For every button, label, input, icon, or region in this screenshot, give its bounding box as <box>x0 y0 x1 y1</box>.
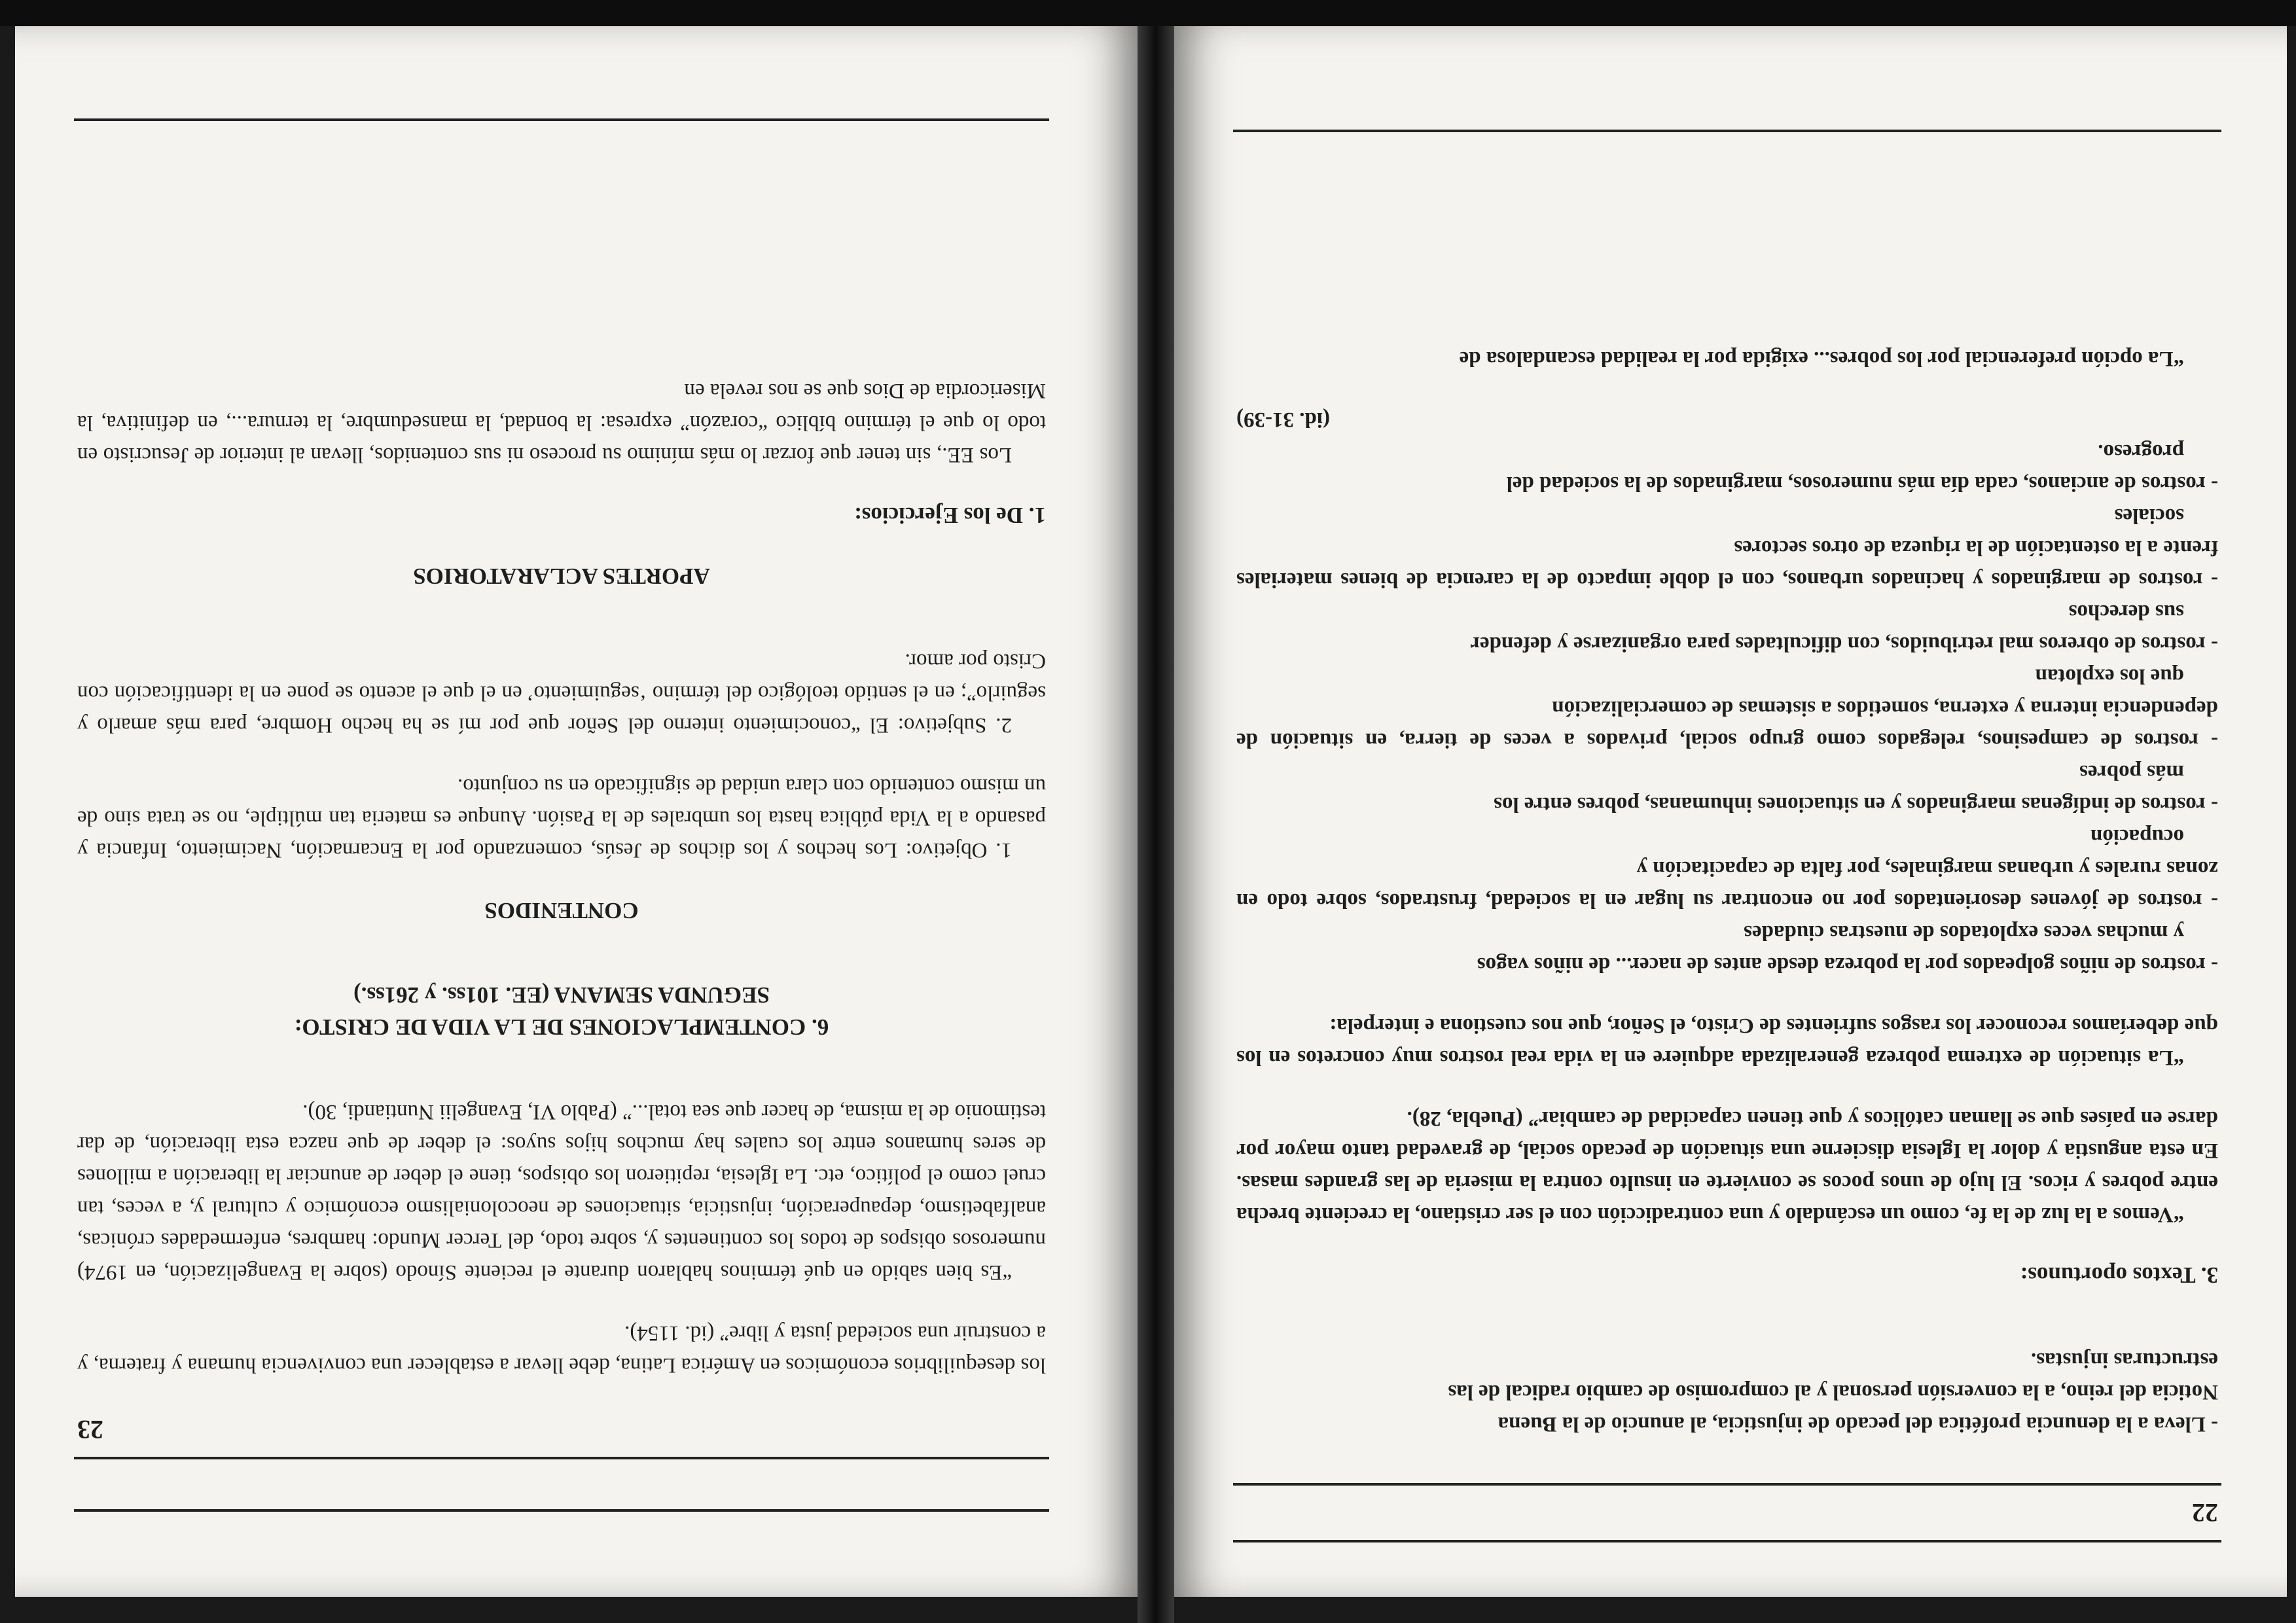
header-rule <box>1233 1483 2221 1486</box>
bullet-5: - rostros de obreros mal retribuidos, con dificultades para organizarse y defender <box>1470 632 2218 656</box>
bullet-6-cont: sociales <box>2114 504 2184 527</box>
bullet-2: - rostros de jóvenes desorientados por no encontrar su lugar en la sociedad, frustrados, sobre todo en zonas rurales y urbanas marginales, por falta de capacitación y <box>1236 857 2218 912</box>
page-23-text <box>77 374 1046 1381</box>
bullet-2-cont: ocupación <box>2090 825 2184 848</box>
block1-line1: - Lleva a la denuncia profética del pecado de injusticia, al anuncio de la Buena <box>1498 1412 2218 1436</box>
bullet-6: - rostros de marginados y hacinados urbanos, con el doble impacto de la carencia de bienes materiales frente a la ostentación de la riqueza de otros sectores <box>1236 536 2218 592</box>
page-22 <box>1174 26 2287 1597</box>
block1-line2: Noticia del reino, a la conversión personal y al compromiso de cambio radical de las <box>1448 1380 2218 1404</box>
para-2: “Es bien sabido en qué términos hablaron durante el reciente Sínodo (sobre la Evangelización, en 1974) numerosos obispos de todos los continentes y, sobre todo, del Tercer Mundo: hambres, enfermedades crónicas, analfabetismo, depauperación, injusticia, situaciones de neocolonialismo económico y cultural y, a veces, tan cruel como el político, etc. La Iglesia, repitieron los obispos, tiene el deber de anunciar la liberación a millones de seres humanos entre los cuales hay muchos hijos suyos: el deber de que nazca esta liberación, de dar testimonio de la misma, de hacer que sea total...” (Pablo VI, Evangelii Nuntiandi, 30). <box>77 1100 1046 1284</box>
bullet-3: - rostros de indígenas marginados y en situaciones inhumanas, pobres entre los <box>1494 793 2218 816</box>
citation: (id. 31-39) <box>1236 408 1330 431</box>
bullet-1-cont: y muchas veces explotados de nuestras ciudades <box>1744 921 2184 944</box>
contenidos-heading: CONTENIDOS <box>484 898 639 923</box>
quote-2-intro: “La situación de extrema pobreza generalizada adquiere en la vida real rostros muy concretos en los que deberíamos reconocer los rasgos sufrientes de Cristo, el Señor, que nos cuestiona e interpela: <box>1236 1014 2218 1069</box>
bullet-1: - rostros de niños golpeados por la pobreza desde antes de nacer... de niños vagos <box>1477 953 2218 976</box>
page-number: 22 <box>2192 1498 2218 1527</box>
book-gutter <box>1138 0 1174 1623</box>
page-22-text <box>1236 342 2218 1440</box>
bullet-7-cont: progreso. <box>2098 440 2184 463</box>
bullet-4: - rostros de campesinos, relegados como grupo social, privados a veces de tierra, en situación de dependencia interna y externa, sometidos a sistemas de comercialización <box>1236 696 2218 752</box>
para-1: los desequilibrios económicos en América Latina, debe llevar a establecer una convivencia humana y fraterna, y a construir una sociedad justa y libre” (id. 1154). <box>77 1321 1046 1377</box>
objetivo-paragraph: 1. Objetivo: Los hechos y los dichos de Jesús, comenzando por la Encarnación, Nacimiento, Infancia y pasando a la Vida pública hasta los umbrales de la Pasión. Aunque es materia tan múltiple, no se trata sino de un mismo contenido con clara unidad de significado en su conjunto. <box>77 774 1046 862</box>
block1-line3: estructuras injustas. <box>2031 1348 2218 1372</box>
scan-edge <box>0 0 2296 26</box>
subjetivo-paragraph: 2. Subjetivo: El “conocimiento interno del Señor que por mí se ha hecho Hombre, para más amarlo y seguirlo”; en el sentido teológico del término ‘seguimiento’ en el que el acento se pone en la identificación con Cristo por amor. <box>77 649 1046 737</box>
bottom-rule <box>74 118 1049 121</box>
quote-1: “Vemos a la luz de la fe, como un escándalo y una contradicción con el ser cristiano, la creciente brecha entre pobres y ricos. El lujo de unos pocos se convierte en insulto contra la miseria de las grandes masas. En esta angustia y dolor la Iglesia discierne una situación de pecado social, de gravedad tanto mayor por darse en países que se llaman católicos y que tienen capacidad de cambiar” (Puebla, 28). <box>1236 1107 2218 1226</box>
header-rule <box>74 1457 1049 1459</box>
quote-3: “La opción preferencial por los pobres... exigida por la realidad escandalosa de <box>1459 347 2184 370</box>
bullet-7: - rostros de ancianos, cada día más numerosos, marginados de la sociedad del <box>1506 472 2218 495</box>
bullet-5-cont: sus derechos <box>2068 600 2184 624</box>
section-title-line-2: SEGUNDA SEMANA (EE. 101ss. y 261ss.) <box>353 982 770 1008</box>
ejercicios-subheading: 1. De los Ejercicios: <box>854 503 1046 528</box>
page-23 <box>15 26 1138 1597</box>
section-title-line-1: 6. CONTEMPLACIONES DE LA VIDA DE CRISTO: <box>294 1014 829 1040</box>
bullet-3-cont: más pobres <box>2079 760 2184 784</box>
final-paragraph: Los EE., sin tener que forzar lo más mínimo su proceso ni sus contenidos, llevan al interior de Jesucristo en todo lo que el término bíblico “corazón” expresa: la bondad, la mansedumbre, la ternura..., en definitiva, la Misericordia de Dios que se nos revela en <box>77 379 1046 467</box>
section-heading: 3. Textos oportunos: <box>2020 1262 2218 1288</box>
bottom-rule <box>1233 130 2221 132</box>
top-rule <box>1233 1540 2221 1543</box>
page-number: 23 <box>77 1415 103 1444</box>
bullet-4-cont: que los explotan <box>2035 664 2184 688</box>
top-rule <box>74 1509 1049 1512</box>
aportes-heading: APORTES ACLARATORIOS <box>413 563 710 589</box>
